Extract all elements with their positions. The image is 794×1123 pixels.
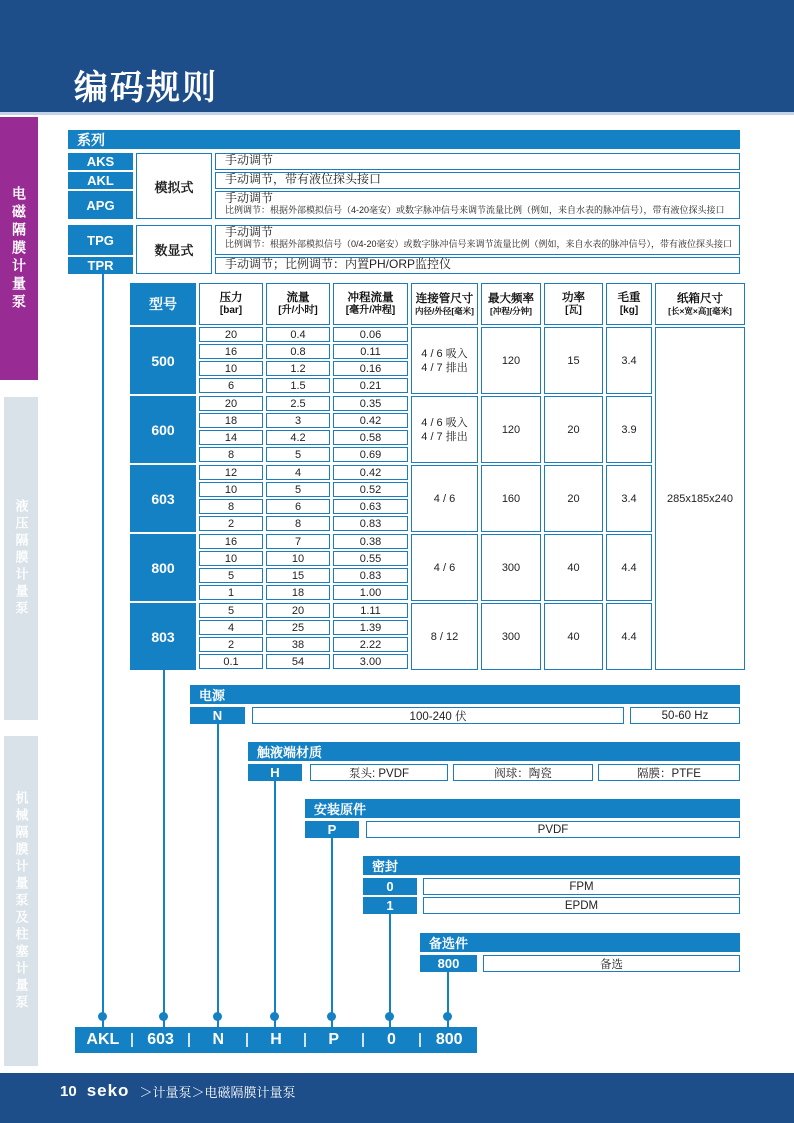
code-segment-model: 603: [147, 1031, 174, 1048]
wetted-material-header: 触液端材质: [248, 742, 740, 761]
pressure-value: 20: [199, 327, 263, 342]
connector-line-model: [163, 670, 165, 1027]
flow-value: 2.5: [266, 396, 330, 411]
stroke-flow-value: 3.00: [333, 654, 408, 669]
stroke-flow-value: 0.42: [333, 465, 408, 480]
spec-group-803: [130, 603, 745, 670]
flow-value: 8: [266, 516, 330, 531]
sidebar-tab-electromagnetic-pump: 电磁隔膜计量泵: [0, 117, 38, 380]
series-desc-tpg: [215, 225, 740, 255]
stroke-flow-value: 0.83: [333, 516, 408, 531]
flow-value: 1.5: [266, 378, 330, 393]
installation-code-cell: P: [305, 821, 359, 838]
desc-line: 比例调节：根据外部模拟信号（4-20毫安）或数字脉冲信号来调节流量比例（例如，来自水表的脉冲信号），带有液位探头接口: [225, 205, 725, 215]
flow-value: 7: [266, 534, 330, 549]
banner-accent-line: [0, 112, 794, 115]
connector-line-material: [274, 780, 276, 1027]
model-cell: 600: [130, 396, 196, 463]
pressure-value: 5: [199, 603, 263, 618]
max-frequency-cell: 300: [481, 603, 541, 670]
example-code-bar: [75, 1027, 477, 1053]
flow-value: 4.2: [266, 430, 330, 445]
series-code-aks: AKS: [68, 153, 133, 170]
seko-logo: seko: [86, 1081, 130, 1100]
model-cell: 803: [130, 603, 196, 670]
model-cell: 800: [130, 534, 196, 601]
series-code-tpr: TPR: [68, 257, 133, 274]
pressure-value: 10: [199, 551, 263, 566]
connection-size-cell: [411, 396, 478, 463]
flow-value: 25: [266, 620, 330, 635]
spec-group-600: [130, 396, 745, 463]
stroke-flow-value: 2.22: [333, 637, 408, 652]
weight-cell: 3.9: [606, 396, 652, 463]
pressure-value: 8: [199, 499, 263, 514]
options-value-cell: 备选: [483, 955, 740, 972]
pressure-value: 10: [199, 361, 263, 376]
connector-line-power: [217, 723, 219, 1027]
conn-line: 4 / 6: [433, 492, 456, 505]
pressure-value: 1: [199, 585, 263, 600]
conn-line: 4 / 7 排出: [421, 430, 468, 443]
options-table: [420, 933, 740, 972]
flow-value: 0.4: [266, 327, 330, 342]
page-footer: [0, 1073, 794, 1123]
stroke-flow-value: 0.83: [333, 568, 408, 583]
series-type-analog: 模拟式: [136, 153, 212, 219]
spec-group-603: [130, 465, 745, 532]
header-gross-weight: 毛重 [kg]: [606, 283, 652, 325]
connection-size-cell: [411, 327, 478, 394]
stroke-flow-value: 1.11: [333, 603, 408, 618]
desc-line: 手动调节: [225, 225, 274, 239]
series-table-header: 系列: [68, 130, 740, 149]
pressure-value: 2: [199, 637, 263, 652]
desc-line: 手动调节；比例调节：内置PH/ORP监控仪: [225, 257, 452, 271]
code-segment-installation: P: [328, 1031, 340, 1048]
header-connection: 连接管尺寸 内径/外径[毫米]: [411, 283, 478, 325]
pressure-value: 0.1: [199, 654, 263, 669]
pressure-value: 6: [199, 378, 263, 393]
pressure-value: 16: [199, 534, 263, 549]
installation-table: [305, 799, 740, 838]
stroke-flow-value: 1.00: [333, 585, 408, 600]
pressure-value: 20: [199, 396, 263, 411]
flow-value: 5: [266, 482, 330, 497]
code-segment-material: H: [270, 1031, 282, 1048]
desc-line: 手动调节: [225, 191, 274, 205]
seal-code-cell: 1: [363, 897, 417, 914]
connector-dot: [159, 1012, 168, 1021]
desc-line: 手动调节，带有液位探头接口: [225, 172, 382, 186]
stroke-flow-value: 0.63: [333, 499, 408, 514]
pressure-value: 10: [199, 482, 263, 497]
code-segment-power: N: [212, 1031, 225, 1048]
code-segment-series: AKL: [86, 1031, 120, 1048]
flow-value: 4: [266, 465, 330, 480]
stroke-flow-value: 0.06: [333, 327, 408, 342]
series-table: [68, 130, 740, 274]
conn-line: 4 / 6: [433, 561, 456, 574]
stroke-flow-value: 0.35: [333, 396, 408, 411]
page-number: 10: [60, 1082, 77, 1100]
connector-dot: [270, 1012, 279, 1021]
stroke-flow-value: 0.11: [333, 344, 408, 359]
power-cell: 40: [544, 534, 603, 601]
flow-value: 15: [266, 568, 330, 583]
stroke-flow-value: 0.42: [333, 413, 408, 428]
connector-dot: [327, 1012, 336, 1021]
max-frequency-cell: 300: [481, 534, 541, 601]
stroke-flow-value: 1.39: [333, 620, 408, 635]
pump-head-material-cell: 泵头: PVDF: [310, 764, 448, 781]
pressure-value: 2: [199, 516, 263, 531]
flow-value: 3: [266, 413, 330, 428]
stroke-flow-value: 0.38: [333, 534, 408, 549]
header-power: 功率 [瓦]: [544, 283, 603, 325]
power-cell: 15: [544, 327, 603, 394]
seal-header: 密封: [363, 856, 740, 875]
diaphragm-material-cell: 隔膜：PTFE: [598, 764, 740, 781]
connector-dot: [98, 1012, 107, 1021]
pressure-value: 5: [199, 568, 263, 583]
pressure-value: 18: [199, 413, 263, 428]
pressure-value: 14: [199, 430, 263, 445]
specification-table: [130, 283, 745, 670]
seal-table: [363, 856, 740, 914]
conn-line: 4 / 6 吸入: [421, 416, 468, 429]
voltage-cell: 100-240 伏: [252, 707, 624, 724]
flow-value: 5: [266, 447, 330, 462]
carton-size-cell: 285x185x240: [655, 327, 745, 670]
options-header: 备选件: [420, 933, 740, 952]
power-cell: 20: [544, 396, 603, 463]
connector-dot: [213, 1012, 222, 1021]
header-carton-size: 纸箱尺寸 [长×宽×高][毫米]: [655, 283, 745, 325]
header-max-frequency: 最大频率 [冲程/分钟]: [481, 283, 541, 325]
desc-line: 手动调节: [225, 153, 274, 167]
flow-value: 18: [266, 585, 330, 600]
flow-value: 6: [266, 499, 330, 514]
pressure-value: 16: [199, 344, 263, 359]
flow-value: 1.2: [266, 361, 330, 376]
connector-line-series: [102, 274, 104, 1027]
page-title: 编码规则: [74, 69, 218, 107]
pressure-value: 12: [199, 465, 263, 480]
flow-value: 20: [266, 603, 330, 618]
series-desc-akl: [215, 172, 740, 189]
installation-value-cell: PVDF: [366, 821, 740, 838]
flow-value: 0.8: [266, 344, 330, 359]
series-code-tpg: TPG: [68, 225, 133, 255]
model-cell: 603: [130, 465, 196, 532]
series-desc-apg: [215, 191, 740, 219]
stroke-flow-value: 0.52: [333, 482, 408, 497]
power-supply-header: 电源: [190, 685, 740, 704]
power-supply-table: [190, 685, 740, 724]
conn-line: 4 / 6 吸入: [421, 347, 468, 360]
seal-value-cell: FPM: [423, 878, 740, 895]
weight-cell: 4.4: [606, 534, 652, 601]
stroke-flow-value: 0.55: [333, 551, 408, 566]
sidebar-tab-hydraulic-pump: 液压隔膜计量泵: [4, 397, 38, 720]
top-banner: [0, 0, 794, 112]
connection-size-cell: [411, 534, 478, 601]
max-frequency-cell: 120: [481, 327, 541, 394]
power-cell: 20: [544, 465, 603, 532]
valve-ball-material-cell: 阀球：陶瓷: [453, 764, 593, 781]
weight-cell: 3.4: [606, 465, 652, 532]
stroke-flow-value: 0.21: [333, 378, 408, 393]
connection-size-cell: [411, 465, 478, 532]
connection-size-cell: [411, 603, 478, 670]
series-desc-tpr: [215, 257, 740, 274]
connector-line-seal: [389, 913, 391, 1027]
header-flow: 流量 [升/小时]: [266, 283, 330, 325]
series-type-digital: 数显式: [136, 225, 212, 274]
seal-value-cell: EPDM: [423, 897, 740, 914]
frequency-cell: 50-60 Hz: [630, 707, 740, 724]
series-code-akl: AKL: [68, 172, 133, 189]
spec-group-800: [130, 534, 745, 601]
header-pressure: 压力 [bar]: [199, 283, 263, 325]
power-cell: 40: [544, 603, 603, 670]
flow-value: 54: [266, 654, 330, 669]
desc-line: 比例调节：根据外部模拟信号（0/4-20毫安）或数字脉冲信号来调节流量比例（例如，来自水表的脉冲信号），带有液位探头接口: [225, 239, 733, 249]
series-desc-aks: [215, 153, 740, 170]
options-code-cell: 800: [420, 955, 477, 972]
series-code-apg: APG: [68, 191, 133, 219]
stroke-flow-value: 0.58: [333, 430, 408, 445]
model-cell: 500: [130, 327, 196, 394]
conn-line: 4 / 7 排出: [421, 361, 468, 374]
conn-line: 8 / 12: [430, 630, 459, 643]
connector-dot: [443, 1012, 452, 1021]
weight-cell: 4.4: [606, 603, 652, 670]
stroke-flow-value: 0.16: [333, 361, 408, 376]
flow-value: 38: [266, 637, 330, 652]
installation-header: 安装原件: [305, 799, 740, 818]
power-code-cell: N: [190, 707, 245, 724]
footer-breadcrumb: [60, 1081, 295, 1101]
code-segment-seal: 0: [387, 1031, 396, 1048]
material-code-cell: H: [248, 764, 302, 781]
header-stroke-flow: 冲程流量 [毫升/冲程]: [333, 283, 408, 325]
weight-cell: 3.4: [606, 327, 652, 394]
connector-dot: [385, 1012, 394, 1021]
wetted-material-table: [248, 742, 740, 781]
spec-group-500: [130, 327, 745, 394]
breadcrumb: ＞计量泵＞电磁隔膜计量泵: [139, 1084, 296, 1100]
sidebar-tab-mechanical-pump: 机械隔膜计量泵及柱塞计量泵: [4, 736, 38, 1066]
code-segment-options: 800: [435, 1031, 463, 1048]
pressure-value: 8: [199, 447, 263, 462]
seal-code-cell: 0: [363, 878, 417, 895]
flow-value: 10: [266, 551, 330, 566]
pressure-value: 4: [199, 620, 263, 635]
max-frequency-cell: 120: [481, 396, 541, 463]
max-frequency-cell: 160: [481, 465, 541, 532]
connector-line-installation: [331, 837, 333, 1027]
header-model: 型号: [130, 283, 196, 325]
stroke-flow-value: 0.69: [333, 447, 408, 462]
